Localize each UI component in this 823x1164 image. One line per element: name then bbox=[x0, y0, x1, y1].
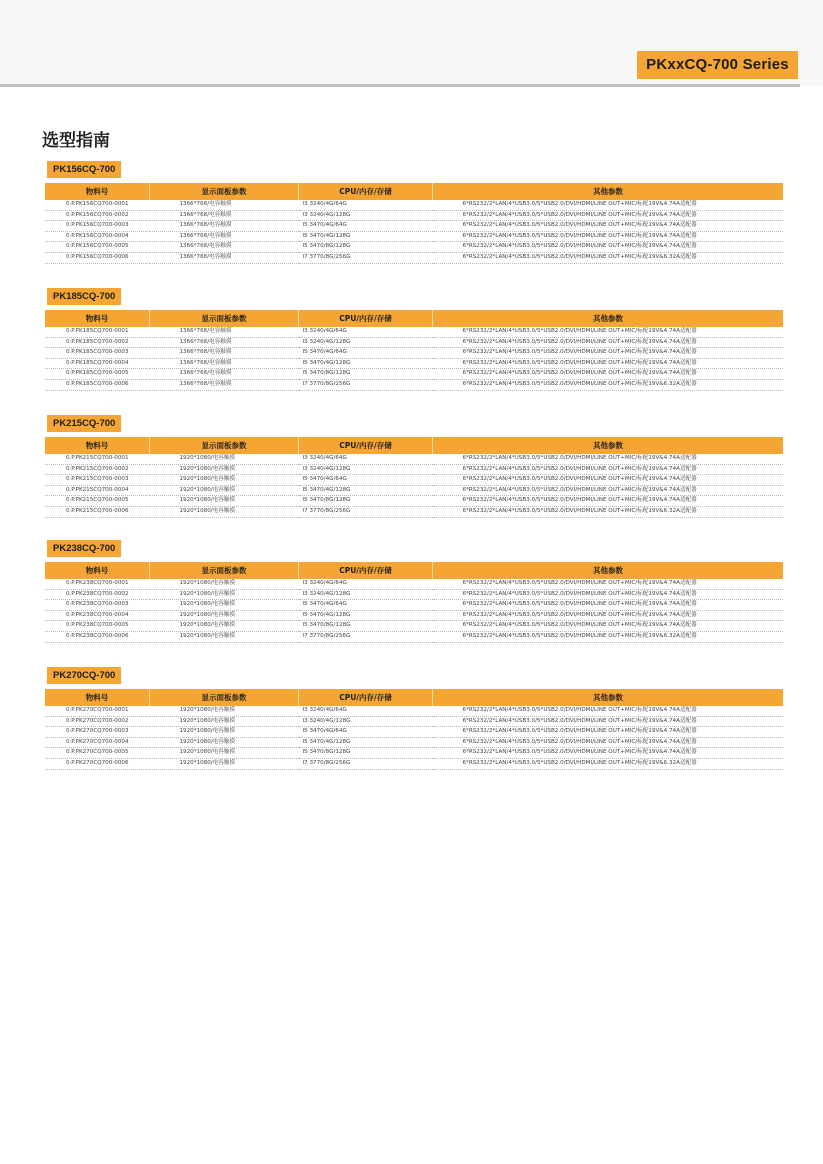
cell-other-params: 6*RS232/2*LAN/4*USB3.0/5*USB2.0/DVI/HDMI/LINE OUT+MIC/标配19V&4.74A适配器 bbox=[433, 221, 784, 232]
cell-display: 1920*1080/电容触摸 bbox=[150, 579, 299, 589]
cell-display: 1366*768/电容触摸 bbox=[150, 379, 299, 390]
cell-cpu-memory-storage: I5 3470/4G/64G bbox=[299, 348, 433, 359]
table-row bbox=[45, 337, 783, 348]
model-tag: PK185CQ-700 bbox=[47, 288, 121, 305]
col-header-cpu: CPU/内存/存储 bbox=[299, 183, 433, 200]
cell-display: 1920*1080/电容触摸 bbox=[150, 610, 299, 621]
model-tag: PK270CQ-700 bbox=[47, 667, 121, 684]
cell-other-params: 6*RS232/2*LAN/4*USB3.0/5*USB2.0/DVI/HDMI/LINE OUT+MIC/标配19V&4.74A适配器 bbox=[433, 210, 784, 221]
cell-cpu-memory-storage: I7 3770/8G/256G bbox=[299, 631, 433, 642]
table-row bbox=[45, 464, 783, 475]
cell-display: 1920*1080/电容触摸 bbox=[150, 464, 299, 475]
cell-part-number: 0.P.PK270CQ700-0006 bbox=[45, 758, 150, 769]
cell-display: 1366*768/电容触摸 bbox=[150, 252, 299, 263]
cell-display: 1920*1080/电容触摸 bbox=[150, 748, 299, 759]
cell-part-number: 0.P.PK215CQ700-0002 bbox=[45, 464, 150, 475]
table-row bbox=[45, 475, 783, 486]
cell-cpu-memory-storage: I5 3470/4G/128G bbox=[299, 610, 433, 621]
cell-part-number: 0.P.PK156CQ700-0004 bbox=[45, 231, 150, 242]
cell-part-number: 0.P.PK185CQ700-0004 bbox=[45, 358, 150, 369]
section-pk156 bbox=[45, 157, 780, 264]
model-tag: PK238CQ-700 bbox=[47, 540, 121, 557]
col-header-other: 其他参数 bbox=[433, 689, 784, 706]
col-header-part-number: 物料号 bbox=[45, 310, 150, 327]
col-header-cpu: CPU/内存/存储 bbox=[299, 310, 433, 327]
cell-display: 1366*768/电容触摸 bbox=[150, 200, 299, 210]
table-row bbox=[45, 221, 783, 232]
table-header-row bbox=[45, 689, 783, 706]
col-header-cpu: CPU/内存/存储 bbox=[299, 562, 433, 579]
table-row bbox=[45, 485, 783, 496]
table-row bbox=[45, 348, 783, 359]
cell-display: 1366*768/电容触摸 bbox=[150, 337, 299, 348]
cell-part-number: 0.P.PK238CQ700-0003 bbox=[45, 600, 150, 611]
col-header-other: 其他参数 bbox=[433, 310, 784, 327]
col-header-display: 显示面板参数 bbox=[150, 310, 299, 327]
col-header-display: 显示面板参数 bbox=[150, 183, 299, 200]
cell-display: 1920*1080/电容触摸 bbox=[150, 621, 299, 632]
cell-cpu-memory-storage: I5 3470/4G/64G bbox=[299, 221, 433, 232]
cell-other-params: 6*RS232/2*LAN/4*USB3.0/5*USB2.0/DVI/HDMI/LINE OUT+MIC/标配19V&6.32A适配器 bbox=[433, 379, 784, 390]
cell-cpu-memory-storage: I3 3240/4G/128G bbox=[299, 464, 433, 475]
cell-other-params: 6*RS232/2*LAN/4*USB3.0/5*USB2.0/DVI/HDMI/LINE OUT+MIC/标配19V&4.74A适配器 bbox=[433, 579, 784, 589]
spec-table bbox=[45, 437, 783, 518]
cell-cpu-memory-storage: I5 3470/8G/128G bbox=[299, 748, 433, 759]
cell-display: 1366*768/电容触摸 bbox=[150, 348, 299, 359]
cell-display: 1920*1080/电容触摸 bbox=[150, 589, 299, 600]
cell-part-number: 0.P.PK215CQ700-0001 bbox=[45, 454, 150, 464]
cell-cpu-memory-storage: I5 3470/4G/64G bbox=[299, 600, 433, 611]
table-row bbox=[45, 454, 783, 464]
cell-other-params: 6*RS232/2*LAN/4*USB3.0/5*USB2.0/DVI/HDMI/LINE OUT+MIC/标配19V&4.74A适配器 bbox=[433, 200, 784, 210]
cell-cpu-memory-storage: I3 3240/4G/64G bbox=[299, 706, 433, 716]
col-header-display: 显示面板参数 bbox=[150, 689, 299, 706]
table-row bbox=[45, 358, 783, 369]
cell-cpu-memory-storage: I5 3470/8G/128G bbox=[299, 621, 433, 632]
table-header-row bbox=[45, 562, 783, 579]
cell-display: 1366*768/电容触摸 bbox=[150, 210, 299, 221]
cell-other-params: 6*RS232/2*LAN/4*USB3.0/5*USB2.0/DVI/HDMI/LINE OUT+MIC/标配19V&4.74A适配器 bbox=[433, 242, 784, 253]
cell-part-number: 0.P.PK185CQ700-0003 bbox=[45, 348, 150, 359]
cell-part-number: 0.P.PK156CQ700-0005 bbox=[45, 242, 150, 253]
table-row bbox=[45, 589, 783, 600]
cell-display: 1920*1080/电容触摸 bbox=[150, 631, 299, 642]
cell-display: 1920*1080/电容触摸 bbox=[150, 454, 299, 464]
cell-other-params: 6*RS232/2*LAN/4*USB3.0/5*USB2.0/DVI/HDMI/LINE OUT+MIC/标配19V&4.74A适配器 bbox=[433, 358, 784, 369]
table-row bbox=[45, 600, 783, 611]
cell-other-params: 6*RS232/2*LAN/4*USB3.0/5*USB2.0/DVI/HDMI/LINE OUT+MIC/标配19V&4.74A适配器 bbox=[433, 327, 784, 337]
cell-other-params: 6*RS232/2*LAN/4*USB3.0/5*USB2.0/DVI/HDMI/LINE OUT+MIC/标配19V&6.32A适配器 bbox=[433, 631, 784, 642]
table-row bbox=[45, 200, 783, 210]
cell-display: 1366*768/电容触摸 bbox=[150, 327, 299, 337]
cell-other-params: 6*RS232/2*LAN/4*USB3.0/5*USB2.0/DVI/HDMI/LINE OUT+MIC/标配19V&6.32A适配器 bbox=[433, 758, 784, 769]
cell-display: 1366*768/电容触摸 bbox=[150, 221, 299, 232]
cell-display: 1366*768/电容触摸 bbox=[150, 231, 299, 242]
cell-cpu-memory-storage: I5 3470/8G/128G bbox=[299, 242, 433, 253]
cell-display: 1366*768/电容触摸 bbox=[150, 242, 299, 253]
cell-display: 1920*1080/电容触摸 bbox=[150, 496, 299, 507]
col-header-cpu: CPU/内存/存储 bbox=[299, 689, 433, 706]
col-header-display: 显示面板参数 bbox=[150, 437, 299, 454]
table-row bbox=[45, 610, 783, 621]
table-header-row bbox=[45, 310, 783, 327]
cell-other-params: 6*RS232/2*LAN/4*USB3.0/5*USB2.0/DVI/HDMI/LINE OUT+MIC/标配19V&4.74A适配器 bbox=[433, 589, 784, 600]
cell-display: 1920*1080/电容触摸 bbox=[150, 737, 299, 748]
cell-other-params: 6*RS232/2*LAN/4*USB3.0/5*USB2.0/DVI/HDMI/LINE OUT+MIC/标配19V&4.74A适配器 bbox=[433, 748, 784, 759]
cell-part-number: 0.P.PK270CQ700-0005 bbox=[45, 748, 150, 759]
table-row bbox=[45, 506, 783, 517]
cell-part-number: 0.P.PK156CQ700-0002 bbox=[45, 210, 150, 221]
cell-other-params: 6*RS232/2*LAN/4*USB3.0/5*USB2.0/DVI/HDMI/LINE OUT+MIC/标配19V&4.74A适配器 bbox=[433, 475, 784, 486]
cell-part-number: 0.P.PK238CQ700-0004 bbox=[45, 610, 150, 621]
cell-cpu-memory-storage: I3 3240/4G/64G bbox=[299, 327, 433, 337]
cell-cpu-memory-storage: I3 3240/4G/64G bbox=[299, 454, 433, 464]
table-row bbox=[45, 621, 783, 632]
cell-part-number: 0.P.PK270CQ700-0004 bbox=[45, 737, 150, 748]
cell-cpu-memory-storage: I3 3240/4G/128G bbox=[299, 589, 433, 600]
model-tag: PK156CQ-700 bbox=[47, 161, 121, 178]
table-row bbox=[45, 758, 783, 769]
spec-table bbox=[45, 689, 783, 770]
cell-part-number: 0.P.PK238CQ700-0001 bbox=[45, 579, 150, 589]
cell-cpu-memory-storage: I3 3240/4G/64G bbox=[299, 579, 433, 589]
cell-part-number: 0.P.PK185CQ700-0002 bbox=[45, 337, 150, 348]
cell-part-number: 0.P.PK238CQ700-0006 bbox=[45, 631, 150, 642]
col-header-display: 显示面板参数 bbox=[150, 562, 299, 579]
cell-cpu-memory-storage: I5 3470/4G/64G bbox=[299, 475, 433, 486]
cell-other-params: 6*RS232/2*LAN/4*USB3.0/5*USB2.0/DVI/HDMI/LINE OUT+MIC/标配19V&4.74A适配器 bbox=[433, 485, 784, 496]
cell-other-params: 6*RS232/2*LAN/4*USB3.0/5*USB2.0/DVI/HDMI/LINE OUT+MIC/标配19V&4.74A适配器 bbox=[433, 610, 784, 621]
cell-cpu-memory-storage: I7 3770/8G/256G bbox=[299, 758, 433, 769]
cell-cpu-memory-storage: I5 3470/4G/128G bbox=[299, 358, 433, 369]
cell-display: 1920*1080/电容触摸 bbox=[150, 758, 299, 769]
spec-table bbox=[45, 183, 783, 264]
table-row bbox=[45, 210, 783, 221]
cell-other-params: 6*RS232/2*LAN/4*USB3.0/5*USB2.0/DVI/HDMI/LINE OUT+MIC/标配19V&6.32A适配器 bbox=[433, 506, 784, 517]
section-pk215 bbox=[45, 411, 780, 518]
table-row bbox=[45, 737, 783, 748]
spec-table bbox=[45, 310, 783, 391]
col-header-part-number: 物料号 bbox=[45, 689, 150, 706]
cell-part-number: 0.P.PK238CQ700-0005 bbox=[45, 621, 150, 632]
cell-part-number: 0.P.PK238CQ700-0002 bbox=[45, 589, 150, 600]
spec-table bbox=[45, 562, 783, 643]
cell-part-number: 0.P.PK156CQ700-0003 bbox=[45, 221, 150, 232]
cell-part-number: 0.P.PK215CQ700-0004 bbox=[45, 485, 150, 496]
table-row bbox=[45, 727, 783, 738]
cell-cpu-memory-storage: I3 3240/4G/128G bbox=[299, 210, 433, 221]
col-header-part-number: 物料号 bbox=[45, 183, 150, 200]
section-pk270 bbox=[45, 663, 780, 770]
cell-other-params: 6*RS232/2*LAN/4*USB3.0/5*USB2.0/DVI/HDMI/LINE OUT+MIC/标配19V&6.32A适配器 bbox=[433, 252, 784, 263]
cell-cpu-memory-storage: I5 3470/4G/128G bbox=[299, 737, 433, 748]
cell-cpu-memory-storage: I5 3470/4G/128G bbox=[299, 231, 433, 242]
cell-other-params: 6*RS232/2*LAN/4*USB3.0/5*USB2.0/DVI/HDMI/LINE OUT+MIC/标配19V&4.74A适配器 bbox=[433, 348, 784, 359]
table-row bbox=[45, 496, 783, 507]
page-title: 选型指南 bbox=[42, 131, 110, 151]
col-header-part-number: 物料号 bbox=[45, 437, 150, 454]
model-tag: PK215CQ-700 bbox=[47, 415, 121, 432]
table-header-row bbox=[45, 183, 783, 200]
table-row bbox=[45, 379, 783, 390]
cell-other-params: 6*RS232/2*LAN/4*USB3.0/5*USB2.0/DVI/HDMI/LINE OUT+MIC/标配19V&4.74A适配器 bbox=[433, 231, 784, 242]
cell-other-params: 6*RS232/2*LAN/4*USB3.0/5*USB2.0/DVI/HDMI/LINE OUT+MIC/标配19V&4.74A适配器 bbox=[433, 600, 784, 611]
cell-part-number: 0.P.PK156CQ700-0001 bbox=[45, 200, 150, 210]
table-row bbox=[45, 252, 783, 263]
cell-other-params: 6*RS232/2*LAN/4*USB3.0/5*USB2.0/DVI/HDMI/LINE OUT+MIC/标配19V&4.74A适配器 bbox=[433, 496, 784, 507]
table-row bbox=[45, 748, 783, 759]
cell-part-number: 0.P.PK270CQ700-0003 bbox=[45, 727, 150, 738]
table-row bbox=[45, 231, 783, 242]
table-row bbox=[45, 706, 783, 716]
table-row bbox=[45, 631, 783, 642]
cell-part-number: 0.P.PK185CQ700-0005 bbox=[45, 369, 150, 380]
cell-cpu-memory-storage: I5 3470/8G/128G bbox=[299, 496, 433, 507]
cell-display: 1920*1080/电容触摸 bbox=[150, 485, 299, 496]
col-header-part-number: 物料号 bbox=[45, 562, 150, 579]
table-row bbox=[45, 579, 783, 589]
col-header-cpu: CPU/内存/存储 bbox=[299, 437, 433, 454]
cell-other-params: 6*RS232/2*LAN/4*USB3.0/5*USB2.0/DVI/HDMI/LINE OUT+MIC/标配19V&4.74A适配器 bbox=[433, 706, 784, 716]
cell-other-params: 6*RS232/2*LAN/4*USB3.0/5*USB2.0/DVI/HDMI/LINE OUT+MIC/标配19V&4.74A适配器 bbox=[433, 621, 784, 632]
cell-part-number: 0.P.PK270CQ700-0002 bbox=[45, 716, 150, 727]
cell-part-number: 0.P.PK185CQ700-0006 bbox=[45, 379, 150, 390]
header-divider bbox=[0, 84, 800, 87]
cell-cpu-memory-storage: I5 3470/8G/128G bbox=[299, 369, 433, 380]
table-row bbox=[45, 716, 783, 727]
cell-other-params: 6*RS232/2*LAN/4*USB3.0/5*USB2.0/DVI/HDMI/LINE OUT+MIC/标配19V&4.74A适配器 bbox=[433, 727, 784, 738]
cell-other-params: 6*RS232/2*LAN/4*USB3.0/5*USB2.0/DVI/HDMI/LINE OUT+MIC/标配19V&4.74A适配器 bbox=[433, 737, 784, 748]
cell-other-params: 6*RS232/2*LAN/4*USB3.0/5*USB2.0/DVI/HDMI/LINE OUT+MIC/标配19V&4.74A适配器 bbox=[433, 369, 784, 380]
table-row bbox=[45, 369, 783, 380]
cell-part-number: 0.P.PK215CQ700-0006 bbox=[45, 506, 150, 517]
series-badge: PKxxCQ-700 Series bbox=[637, 51, 798, 79]
cell-cpu-memory-storage: I7 3770/8G/256G bbox=[299, 252, 433, 263]
cell-display: 1920*1080/电容触摸 bbox=[150, 506, 299, 517]
cell-cpu-memory-storage: I3 3240/4G/128G bbox=[299, 337, 433, 348]
cell-display: 1366*768/电容触摸 bbox=[150, 369, 299, 380]
cell-part-number: 0.P.PK185CQ700-0001 bbox=[45, 327, 150, 337]
table-row bbox=[45, 327, 783, 337]
cell-other-params: 6*RS232/2*LAN/4*USB3.0/5*USB2.0/DVI/HDMI/LINE OUT+MIC/标配19V&4.74A适配器 bbox=[433, 454, 784, 464]
cell-part-number: 0.P.PK215CQ700-0003 bbox=[45, 475, 150, 486]
cell-display: 1920*1080/电容触摸 bbox=[150, 706, 299, 716]
cell-cpu-memory-storage: I5 3470/4G/64G bbox=[299, 727, 433, 738]
cell-other-params: 6*RS232/2*LAN/4*USB3.0/5*USB2.0/DVI/HDMI/LINE OUT+MIC/标配19V&4.74A适配器 bbox=[433, 337, 784, 348]
cell-cpu-memory-storage: I3 3240/4G/128G bbox=[299, 716, 433, 727]
cell-cpu-memory-storage: I5 3470/4G/128G bbox=[299, 485, 433, 496]
cell-display: 1920*1080/电容触摸 bbox=[150, 727, 299, 738]
cell-display: 1920*1080/电容触摸 bbox=[150, 716, 299, 727]
cell-part-number: 0.P.PK215CQ700-0005 bbox=[45, 496, 150, 507]
cell-part-number: 0.P.PK270CQ700-0001 bbox=[45, 706, 150, 716]
cell-cpu-memory-storage: I3 3240/4G/64G bbox=[299, 200, 433, 210]
col-header-other: 其他参数 bbox=[433, 562, 784, 579]
table-header-row bbox=[45, 437, 783, 454]
cell-display: 1366*768/电容触摸 bbox=[150, 358, 299, 369]
cell-part-number: 0.P.PK156CQ700-0006 bbox=[45, 252, 150, 263]
cell-display: 1920*1080/电容触摸 bbox=[150, 475, 299, 486]
col-header-other: 其他参数 bbox=[433, 437, 784, 454]
cell-other-params: 6*RS232/2*LAN/4*USB3.0/5*USB2.0/DVI/HDMI/LINE OUT+MIC/标配19V&4.74A适配器 bbox=[433, 716, 784, 727]
col-header-other: 其他参数 bbox=[433, 183, 784, 200]
cell-other-params: 6*RS232/2*LAN/4*USB3.0/5*USB2.0/DVI/HDMI/LINE OUT+MIC/标配19V&4.74A适配器 bbox=[433, 464, 784, 475]
section-pk238 bbox=[45, 536, 780, 643]
cell-cpu-memory-storage: I7 3770/8G/256G bbox=[299, 506, 433, 517]
cell-display: 1920*1080/电容触摸 bbox=[150, 600, 299, 611]
section-pk185 bbox=[45, 284, 780, 391]
cell-cpu-memory-storage: I7 3770/8G/256G bbox=[299, 379, 433, 390]
table-row bbox=[45, 242, 783, 253]
